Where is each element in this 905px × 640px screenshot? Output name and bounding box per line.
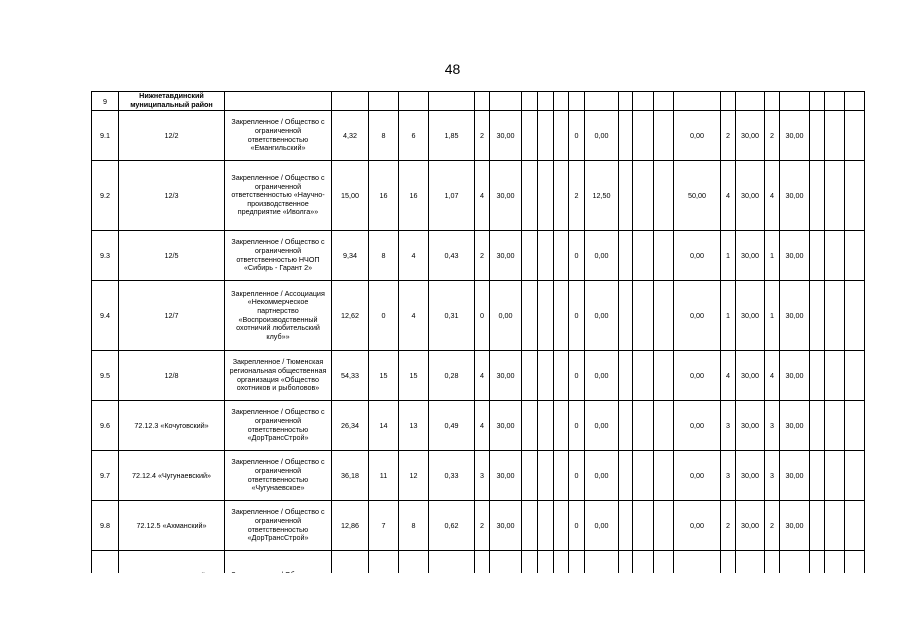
value-cell: [554, 231, 569, 281]
value-cell: 54,33: [332, 351, 369, 401]
value-cell: [654, 111, 674, 161]
value-cell: 0,00: [674, 231, 721, 281]
value-cell: 50,00: [674, 161, 721, 231]
value-cell: [522, 451, 538, 501]
value-cell: [654, 501, 674, 551]
value-cell: [810, 161, 825, 231]
value-cell: [538, 231, 554, 281]
value-cell: [810, 231, 825, 281]
table-row: [92, 161, 865, 231]
value-cell: 30,00: [736, 401, 765, 451]
value-cell: 15: [369, 351, 399, 401]
value-cell: 13: [399, 401, 429, 451]
value-cell: 0,00: [674, 401, 721, 451]
value-cell: [825, 281, 845, 351]
district-header-row: [92, 92, 865, 111]
value-cell: 30,00: [780, 401, 810, 451]
value-cell: 0,00: [674, 351, 721, 401]
value-cell: [522, 111, 538, 161]
value-cell: 2: [721, 501, 736, 551]
value-cell: 30,00: [490, 401, 522, 451]
value-cell: 30,00: [780, 111, 810, 161]
hunting-ground-name: 12/2: [119, 111, 225, 161]
value-cell: [825, 351, 845, 401]
value-cell: 36,18: [332, 451, 369, 501]
value-cell: 0,00: [585, 231, 619, 281]
value-cell: [619, 451, 633, 501]
value-cell: 0,62: [429, 501, 475, 551]
value-cell: [619, 111, 633, 161]
district-name: Нижнетавдинский муниципальный район: [119, 92, 225, 111]
value-cell: 3: [721, 401, 736, 451]
value-cell: [554, 111, 569, 161]
value-cell: [522, 161, 538, 231]
value-cell: [619, 281, 633, 351]
value-cell: 6: [399, 111, 429, 161]
value-cell: 15,00: [332, 161, 369, 231]
value-cell: 1: [721, 281, 736, 351]
value-cell: 2: [569, 161, 585, 231]
value-cell: 0: [569, 111, 585, 161]
value-cell: [825, 501, 845, 551]
value-cell: 4: [475, 351, 490, 401]
table-row: [92, 111, 865, 161]
value-cell: [825, 111, 845, 161]
value-cell: 30,00: [490, 161, 522, 231]
row-number: 9.5: [92, 351, 119, 401]
value-cell: [554, 351, 569, 401]
value-cell: 2: [721, 111, 736, 161]
assignment-description: Закрепленное / Ассоциация «Некоммерческое партнерство «Воспроизводственный охотничий любительский клуб»»: [225, 281, 332, 351]
value-cell: [654, 281, 674, 351]
hunting-grounds-table: [91, 91, 865, 601]
value-cell: [633, 111, 654, 161]
value-cell: [810, 401, 825, 451]
value-cell: 30,00: [736, 451, 765, 501]
value-cell: 2: [765, 501, 780, 551]
value-cell: 2: [475, 501, 490, 551]
value-cell: [825, 161, 845, 231]
value-cell: [522, 401, 538, 451]
value-cell: 0,43: [429, 231, 475, 281]
value-cell: [633, 451, 654, 501]
value-cell: 14: [369, 401, 399, 451]
value-cell: [633, 281, 654, 351]
value-cell: 8: [369, 231, 399, 281]
row-number: 9.4: [92, 281, 119, 351]
value-cell: [654, 401, 674, 451]
table-row: [92, 451, 865, 501]
value-cell: 30,00: [780, 161, 810, 231]
value-cell: 0,31: [429, 281, 475, 351]
value-cell: [845, 231, 865, 281]
value-cell: [538, 161, 554, 231]
value-cell: 0,49: [429, 401, 475, 451]
value-cell: 30,00: [780, 281, 810, 351]
value-cell: 4: [765, 161, 780, 231]
value-cell: 0,00: [674, 451, 721, 501]
value-cell: [633, 161, 654, 231]
value-cell: [845, 401, 865, 451]
value-cell: 0,00: [674, 111, 721, 161]
value-cell: 16: [369, 161, 399, 231]
row-number: 9.8: [92, 501, 119, 551]
value-cell: [554, 501, 569, 551]
value-cell: 4: [399, 231, 429, 281]
value-cell: 30,00: [490, 451, 522, 501]
value-cell: [538, 281, 554, 351]
value-cell: 4: [721, 351, 736, 401]
value-cell: 0: [569, 231, 585, 281]
value-cell: [538, 501, 554, 551]
value-cell: [522, 351, 538, 401]
value-cell: [554, 401, 569, 451]
value-cell: 1: [765, 231, 780, 281]
value-cell: 0: [569, 451, 585, 501]
value-cell: [538, 401, 554, 451]
table-row: [92, 281, 865, 351]
value-cell: 4: [399, 281, 429, 351]
value-cell: 0: [475, 281, 490, 351]
value-cell: 30,00: [780, 351, 810, 401]
value-cell: 8: [399, 501, 429, 551]
value-cell: 30,00: [780, 501, 810, 551]
value-cell: [554, 281, 569, 351]
value-cell: 4: [765, 351, 780, 401]
value-cell: [619, 401, 633, 451]
assignment-description: Закрепленное / Общество с ограниченной ответственностью «Емангильский»: [225, 111, 332, 161]
value-cell: 1,85: [429, 111, 475, 161]
assignment-description: Закрепленное / Общество с ограниченной ответственностью «Чугунаевское»: [225, 451, 332, 501]
value-cell: 30,00: [780, 451, 810, 501]
value-cell: [554, 451, 569, 501]
value-cell: 1,07: [429, 161, 475, 231]
value-cell: 0,00: [674, 501, 721, 551]
value-cell: [845, 351, 865, 401]
value-cell: [654, 231, 674, 281]
value-cell: [845, 451, 865, 501]
value-cell: 0: [569, 501, 585, 551]
row-number: 9.6: [92, 401, 119, 451]
value-cell: [522, 501, 538, 551]
value-cell: 30,00: [736, 351, 765, 401]
value-cell: 0,00: [585, 401, 619, 451]
assignment-description: Закрепленное / Общество с ограниченной ответственностью НЧОП «Сибирь - Гарант 2»: [225, 231, 332, 281]
value-cell: [633, 401, 654, 451]
value-cell: 12: [399, 451, 429, 501]
hunting-ground-name: 12/8: [119, 351, 225, 401]
value-cell: 0,00: [585, 281, 619, 351]
value-cell: 30,00: [736, 161, 765, 231]
value-cell: 0,00: [585, 351, 619, 401]
value-cell: [538, 351, 554, 401]
value-cell: 16: [399, 161, 429, 231]
value-cell: 30,00: [490, 111, 522, 161]
value-cell: 30,00: [490, 351, 522, 401]
value-cell: [825, 401, 845, 451]
value-cell: [825, 451, 845, 501]
value-cell: 2: [475, 231, 490, 281]
value-cell: 8: [369, 111, 399, 161]
value-cell: 0,28: [429, 351, 475, 401]
value-cell: [654, 451, 674, 501]
hunting-ground-name: 12/3: [119, 161, 225, 231]
hunting-ground-name: 12/5: [119, 231, 225, 281]
table-row: [92, 401, 865, 451]
value-cell: [554, 161, 569, 231]
value-cell: 30,00: [490, 231, 522, 281]
value-cell: 0,00: [585, 501, 619, 551]
value-cell: 0,00: [585, 451, 619, 501]
assignment-description: Закрепленное / Общество с ограниченной ответственностью «ДорТрансСтрой»: [225, 401, 332, 451]
value-cell: [619, 501, 633, 551]
value-cell: 0,00: [674, 281, 721, 351]
assignment-description: Закрепленное / Общество с ограниченной ответственностью «Научно-производственное предприятие «Иволга»»: [225, 161, 332, 231]
value-cell: 0,00: [490, 281, 522, 351]
value-cell: 3: [765, 401, 780, 451]
value-cell: [619, 161, 633, 231]
table-row: [92, 231, 865, 281]
value-cell: 1: [765, 281, 780, 351]
value-cell: [845, 111, 865, 161]
assignment-description: Закрепленное / Тюменская региональная общественная организация «Общество охотников и рыболовов»: [225, 351, 332, 401]
value-cell: 15: [399, 351, 429, 401]
value-cell: 4: [721, 161, 736, 231]
page-number: 48: [444, 61, 461, 77]
value-cell: 12,86: [332, 501, 369, 551]
value-cell: 7: [369, 501, 399, 551]
value-cell: [522, 231, 538, 281]
value-cell: [810, 451, 825, 501]
value-cell: [845, 281, 865, 351]
value-cell: [654, 351, 674, 401]
value-cell: [633, 231, 654, 281]
value-cell: 4: [475, 401, 490, 451]
value-cell: 3: [765, 451, 780, 501]
value-cell: [845, 501, 865, 551]
value-cell: 3: [721, 451, 736, 501]
page-bottom-margin: [0, 573, 905, 640]
row-number: 9.3: [92, 231, 119, 281]
value-cell: 30,00: [490, 501, 522, 551]
value-cell: [810, 501, 825, 551]
value-cell: 12,50: [585, 161, 619, 231]
value-cell: 11: [369, 451, 399, 501]
table-row: [92, 501, 865, 551]
value-cell: 0: [569, 281, 585, 351]
value-cell: [633, 501, 654, 551]
value-cell: 0,00: [585, 111, 619, 161]
value-cell: 2: [475, 111, 490, 161]
value-cell: 0,33: [429, 451, 475, 501]
value-cell: 30,00: [736, 111, 765, 161]
value-cell: [538, 111, 554, 161]
assignment-description: Закрепленное / Общество с ограниченной ответственностью «ДорТрансСтрой»: [225, 501, 332, 551]
value-cell: [654, 161, 674, 231]
value-cell: 0: [369, 281, 399, 351]
value-cell: 30,00: [736, 501, 765, 551]
value-cell: 0: [569, 401, 585, 451]
value-cell: 30,00: [736, 231, 765, 281]
value-cell: [522, 281, 538, 351]
value-cell: 3: [475, 451, 490, 501]
value-cell: [810, 111, 825, 161]
value-cell: 1: [721, 231, 736, 281]
hunting-ground-name: 72.12.5 «Ахманский»: [119, 501, 225, 551]
value-cell: [810, 281, 825, 351]
value-cell: 26,34: [332, 401, 369, 451]
row-number: 9.7: [92, 451, 119, 501]
row-number: 9.1: [92, 111, 119, 161]
value-cell: 9,34: [332, 231, 369, 281]
value-cell: [619, 231, 633, 281]
row-number: 9.2: [92, 161, 119, 231]
value-cell: [619, 351, 633, 401]
value-cell: [845, 161, 865, 231]
table-row: [92, 351, 865, 401]
value-cell: 4: [475, 161, 490, 231]
value-cell: 2: [765, 111, 780, 161]
value-cell: 0: [569, 351, 585, 401]
value-cell: [825, 231, 845, 281]
value-cell: [810, 351, 825, 401]
value-cell: [538, 451, 554, 501]
hunting-ground-name: 12/7: [119, 281, 225, 351]
value-cell: 12,62: [332, 281, 369, 351]
hunting-ground-name: 72.12.4 «Чугунаевский»: [119, 451, 225, 501]
value-cell: [633, 351, 654, 401]
hunting-ground-name: 72.12.3 «Кочуговский»: [119, 401, 225, 451]
value-cell: 30,00: [736, 281, 765, 351]
district-number: 9: [92, 92, 119, 111]
value-cell: 4,32: [332, 111, 369, 161]
value-cell: 30,00: [780, 231, 810, 281]
